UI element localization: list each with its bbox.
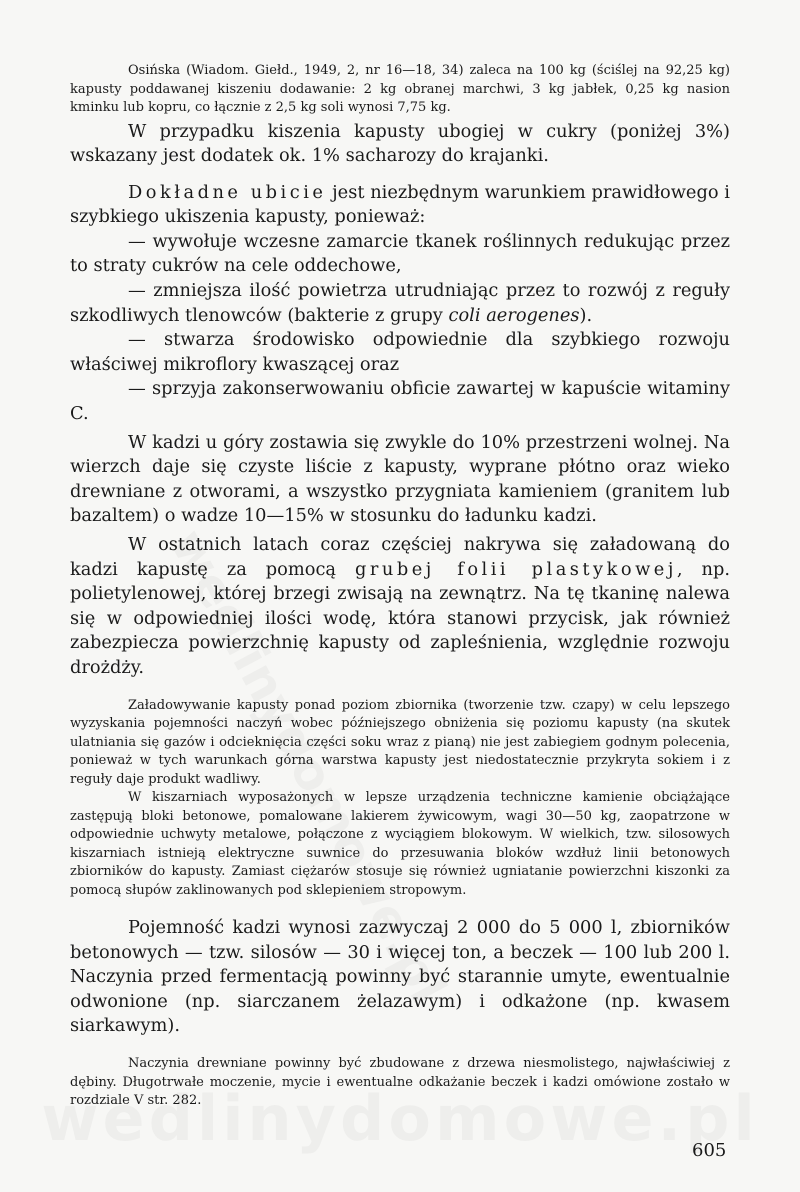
bullet-text-end: ).: [579, 304, 593, 326]
footnote-osinska: Osińska (Wiadom. Giełd., 1949, 2, nr 16—18, 34) zaleca na 100 kg (ściślej na 92,25 kg) kapusty poddawanej kiszeniu dodawanie: 2 kg obranej marchwi, 3 kg jabłek, 0,25 kg nasion kminku lub kopru, co łącznie z 2,5 kg soli wynosi 7,75 kg.: [70, 63, 730, 115]
paragraph-compaction-rest: jest niezbędnym warunkiem prawidłowego i szybkiego ukiszenia kapusty, ponieważ:: [70, 181, 730, 228]
paragraph-foil-start: W ostatnich latach coraz częściej nakrywa się załadowaną do kadzi kapustę za pomocą: [70, 534, 730, 580]
paragraph-plastic-foil: [70, 533, 730, 681]
page-body: [70, 62, 730, 1111]
note-cap: Załadowywanie kapusty ponad poziom zbiornika (tworzenie tzw. czapy) w celu lepszego wyzyskania pojemności naczyń wobec późniejszego obniżenia się poziomu kapusty (na skutek ulatniania się gazów i odcieknięcia części soku wraz z pianą) nie jest zabiegiem godnym polecenia, ponieważ w tych warunkach górna warstwa kapusty jest niedostatecznie przykryta sokiem i z reguły daje produkt wadliwy.: [70, 697, 730, 787]
paragraph-sugar-addition: W przypadku kiszenia kapusty ubogiej w cukry (poniżej 3%) wskazany jest dodatek ok. 1% sacharozy do krajanki.: [70, 120, 730, 167]
paragraph-compaction: [70, 181, 730, 230]
bullet-item: — stwarza środowisko odpowiednie dla szybkiego rozwoju właściwej mikroflory kwaszącej oraz: [70, 329, 730, 375]
paragraph-vat-space: W kadzi u góry zostawia się zwykle do 10% przestrzeni wolnej. Na wierzch daje się czyste liście z kapusty, wyprane płótno oraz wieko drewniane z otworami, a wszystko przygniata kamieniem (granitem lub bazaltem) o wadze 10—15% w stosunku do ładunku kadzi.: [70, 431, 730, 527]
bullet-item: [70, 279, 730, 328]
page-number: 605: [692, 1140, 727, 1161]
bullet-item: — sprzyja zakonserwowaniu obficie zawartej w kapuście witaminy C.: [70, 378, 730, 425]
note-wooden-vessels: Naczynia drewniane powinny być zbudowane z drzewa niesmolistego, najwłaściwiej z dębiny. Długotrwałe moczenie, mycie i ewentualne odkażanie beczek i kadzi omówione zostało w rozdziale V str. 282.: [70, 1056, 730, 1109]
paragraph-capacity: Pojemność kadzi wynosi zazwyczaj 2 000 do 5 000 l, zbiorników betonowych — tzw. silosów — 30 i więcej ton, a beczek — 100 lub 200 l. Naczynia przed fermentacją powinny być starannie umyte, ewentualnie odwonione (np. siarczanem żelazawym) i odkażone (np. kwasem siarkawym).: [70, 917, 730, 1037]
bullet-text: — zmniejsza ilość powietrza utrudniając przez to rozwój z reguły szkodliwych tlenowców (bakterie z grupy: [70, 280, 730, 326]
bullet-italic: coli aerogenes: [448, 304, 580, 326]
spaced-heading: Dokładne ubicie: [128, 181, 327, 203]
bullet-item: — wywołuje wczesne zamarcie tkanek roślinnych redukując przez to straty cukrów na cele oddechowe,: [70, 230, 730, 277]
paragraph-foil-end: , np. polietylenowej, której brzegi zwisają na zewnątrz. Na tę tkaninę nalewa się w odpowiedniej ilości wodę, która stanowi przycisk, jak również zabezpiecza powierzchnię kapusty od zapleśnienia, względnie rozwoju drożdży.: [70, 558, 730, 678]
note-concrete-blocks: W kiszarniach wyposażonych w lepsze urządzenia techniczne kamienie obciążające zastępują bloki betonowe, pomalowane lakierem żywicowym, wagi 30—50 kg, zaopatrzone w odpowiednie uchwyty metalowe, połączone z wyciągiem blokowym. W wielkich, tzw. silosowych kiszarniach istnieją elektryczne suwnice do przesuwania bloków wzdłuż linii betonowych zbiorników do kapusty. Zamiast ciężarów stosuje się również ugniatanie powierzchni kiszonki za pomocą słupów zaklinowanych pod sklepieniem stropowym.: [70, 790, 730, 898]
spaced-term: grubej folii plastykowej: [355, 558, 677, 580]
